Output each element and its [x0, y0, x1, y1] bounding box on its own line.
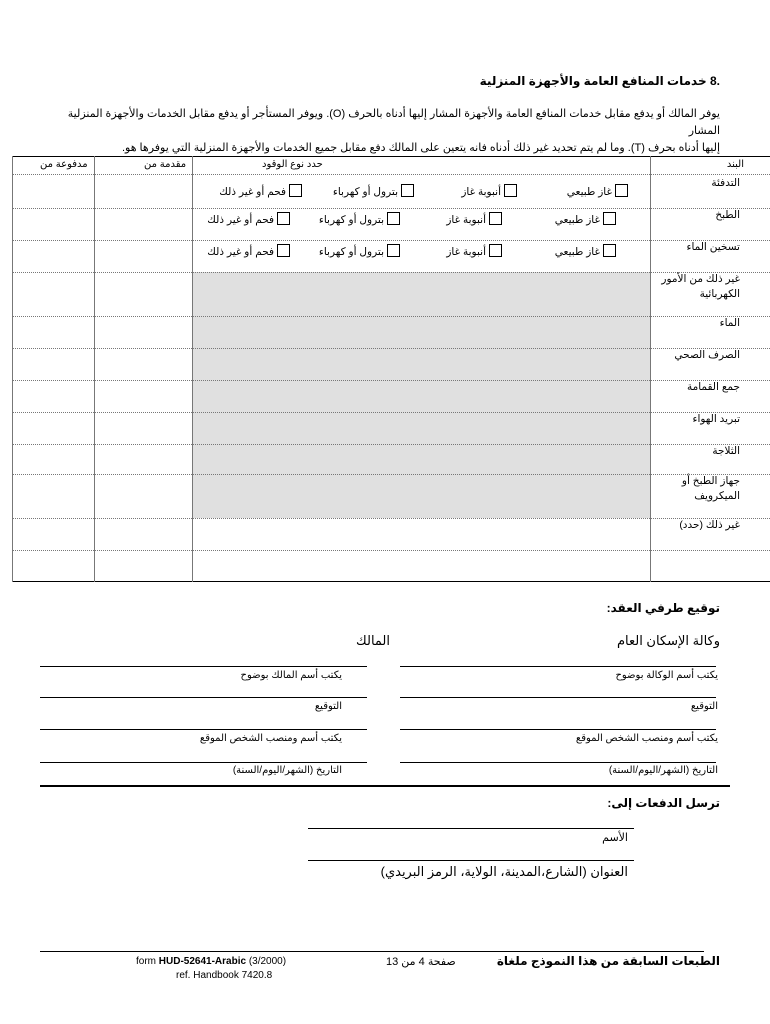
section-divider	[40, 785, 730, 787]
page-number: صفحة 4 من 13	[386, 956, 456, 968]
agency-signature-label: التوقيع	[690, 701, 718, 712]
row-air-conditioning: تبريد الهواء	[692, 413, 740, 425]
checkbox[interactable]	[277, 244, 290, 257]
cooking-bottle-gas-option[interactable]: أنبوبة غاز	[446, 212, 502, 226]
heating-coal-other-option[interactable]: فحم أو غير ذلك	[219, 184, 302, 198]
agency-label: وكالة الإسكان العام	[616, 633, 720, 648]
row-other-specify: غير ذلك (حدد)	[679, 519, 740, 531]
owner-signature-line[interactable]	[40, 697, 367, 698]
water-heating-coal-other-option[interactable]: فحم أو غير ذلك	[207, 244, 290, 258]
owner-name-line[interactable]	[40, 666, 367, 667]
row-other-electric: غير ذلك من الأمور الكهربائية	[661, 273, 740, 300]
owner-person-line[interactable]	[40, 729, 367, 730]
owner-name-label: يكتب أسم المالك بوضوح	[240, 670, 342, 681]
row-range-microwave: جهاز الطبخ أو الميكرويف	[681, 475, 740, 502]
checkbox[interactable]	[603, 244, 616, 257]
header-provided-by: مقدمة من	[144, 159, 187, 170]
handbook-reference: ref. Handbook 7420.8	[176, 970, 273, 981]
agency-signature-line[interactable]	[400, 697, 716, 698]
footer-divider	[40, 951, 704, 952]
form-number: form HUD-52641-Arabic (3/2000)	[136, 956, 287, 967]
obsolete-notice: الطبعات السابقة من هذا النموذج ملغاة	[496, 954, 720, 968]
checkbox[interactable]	[489, 244, 502, 257]
checkbox[interactable]	[615, 184, 628, 197]
row-trash: جمع القمامة	[686, 381, 740, 393]
row-cooking: الطبخ	[715, 209, 740, 221]
intro-line-1: يوفر المالك أو يدفع مقابل خدمات المنافع العامة والأجهزة المشار إليها أدناه بالحرف (O). ويوفر المستأجر أو يدفع مقابل الخدمات والأجهزة المنزلية المشار	[67, 108, 720, 137]
header-fuel: حدد نوع الوقود	[262, 159, 323, 170]
water-heating-natural-gas-option[interactable]: غاز طبيعي	[555, 244, 616, 258]
payee-address-line[interactable]	[308, 860, 634, 861]
payee-name-label: الأسم	[602, 832, 628, 844]
cooking-oil-electric-option[interactable]: بترول أو كهرباء	[319, 212, 400, 226]
section-intro	[60, 106, 720, 157]
row-sewer: الصرف الصحي	[674, 349, 740, 361]
owner-date-line[interactable]	[40, 762, 367, 763]
agency-date-line[interactable]	[400, 762, 716, 763]
row-heating: التدفئة	[711, 177, 740, 189]
checkbox[interactable]	[387, 212, 400, 225]
checkbox[interactable]	[489, 212, 502, 225]
utilities-table	[12, 156, 770, 582]
signatures-title: توقيع طرفي العقد:	[606, 601, 720, 615]
checkbox[interactable]	[401, 184, 414, 197]
agency-person-label: يكتب أسم ومنصب الشخص الموقع	[575, 733, 718, 744]
intro-line-2: إليها أدناه بحرف (T). وما لم يتم تحديد غير ذلك أدناه فانه يتعين على المالك دفع مقابل جميع الخدمات والأجهزة المنزلية التي يوفرها هو.	[121, 142, 720, 154]
checkbox[interactable]	[603, 212, 616, 225]
row-refrigerator: الثلاجة	[712, 445, 740, 457]
owner-signature-label: التوقيع	[314, 701, 342, 712]
heating-oil-electric-option[interactable]: بترول أو كهرباء	[333, 184, 414, 198]
owner-date-label: التاريخ (الشهر/اليوم/السنة)	[232, 765, 342, 776]
checkbox[interactable]	[289, 184, 302, 197]
shaded-area	[192, 272, 650, 518]
header-paid-by: مدفوعة من	[40, 159, 88, 170]
payee-name-line[interactable]	[308, 828, 634, 829]
payee-address-label: العنوان (الشارع،المدينة، الولاية، الرمز البريدي)	[380, 864, 628, 879]
checkbox[interactable]	[387, 244, 400, 257]
agency-date-label: التاريخ (الشهر/اليوم/السنة)	[608, 765, 718, 776]
heating-bottle-gas-option[interactable]: أنبوبة غاز	[461, 184, 517, 198]
agency-person-line[interactable]	[400, 729, 716, 730]
checkbox[interactable]	[277, 212, 290, 225]
owner-person-label: يكتب أسم ومنصب الشخص الموقع	[199, 733, 342, 744]
checkbox[interactable]	[504, 184, 517, 197]
water-heating-bottle-gas-option[interactable]: أنبوبة غاز	[446, 244, 502, 258]
payments-title: ترسل الدفعات إلى:	[607, 796, 720, 810]
cooking-coal-other-option[interactable]: فحم أو غير ذلك	[207, 212, 290, 226]
row-water: الماء	[719, 317, 740, 329]
row-water-heating: تسخين الماء	[686, 241, 740, 253]
cooking-natural-gas-option[interactable]: غاز طبيعي	[555, 212, 616, 226]
header-item: البند	[726, 159, 744, 170]
agency-name-label: يكتب أسم الوكالة بوضوح	[615, 670, 718, 681]
owner-label: المالك	[356, 633, 390, 648]
heating-natural-gas-option[interactable]: غاز طبيعي	[567, 184, 628, 198]
water-heating-oil-electric-option[interactable]: بترول أو كهرباء	[319, 244, 400, 258]
agency-name-line[interactable]	[400, 666, 716, 667]
section-title: .8 خدمات المنافع العامة والأجهزة المنزلية	[479, 74, 720, 88]
